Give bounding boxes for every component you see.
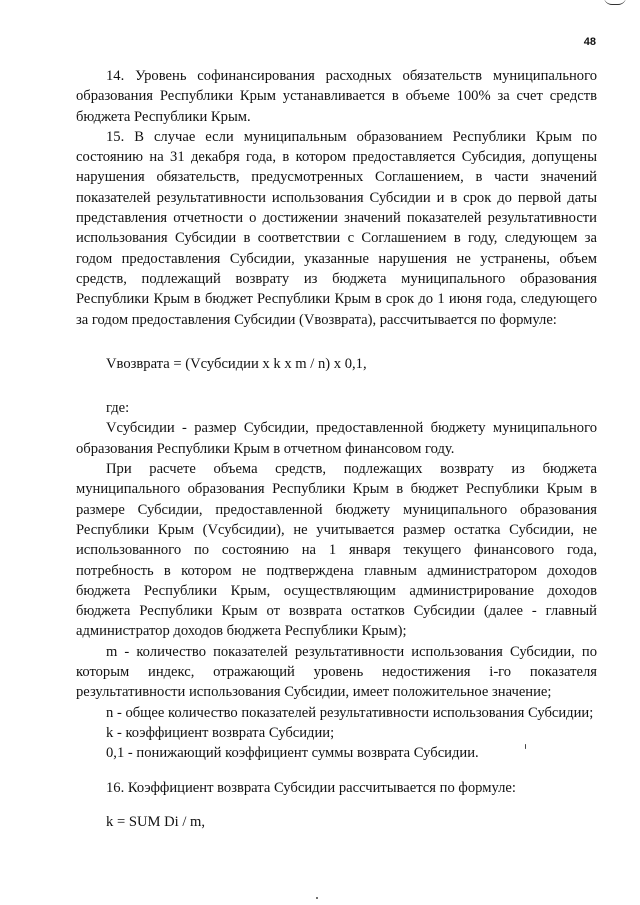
scan-speck: [316, 897, 318, 899]
definition-v-subsidy: Vсубсидии - размер Субсидии, предоставленной бюджету муниципального образования Республики Крым в отчетном финансовом году.: [76, 420, 597, 457]
formula-v-return: Vвозврата = (Vсубсидии x k x m / n) x 0,1,: [106, 355, 367, 372]
formula-k: k = SUM Di / m,: [106, 813, 206, 830]
paragraph-15: 15. В случае если муниципальным образованием Республики Крым по состоянию на 31 декабря года, в котором предоставляется Субсидия, допущены нарушения обязательств, предусмотренных Соглашением, в части значений показателей результативности использования Субсидии и в срок до первой даты представления отчетности о достижении значений показателей результативности использования Субсидии в соответствии с Соглашением в году, следующем за годом предоставления Субсидии, указанные нарушения не устранены, объем средств, подлежащий возврату из бюджета муниципального образования Республики Крым в бюджет Республики Крым в срок до 1 июня года, следующего за годом предоставления Субсидии (Vвозврата), рассчитывается по формуле:: [76, 128, 597, 328]
corner-mark: [604, 0, 626, 5]
spacer: [76, 764, 597, 778]
spacer: [76, 798, 597, 812]
definition-m: m - количество показателей результативности использования Субсидии, по которым индекс, отражающий уровень недостижения i-го показателя результативности использования Субсидии, имеет положительное значение;: [76, 643, 597, 701]
document-body: [76, 66, 597, 832]
definition-0-1: 0,1 - понижающий коэффициент суммы возврата Субсидии.: [106, 745, 479, 762]
definition-n: n - общее количество показателей результативности использования Субсидии;: [106, 704, 594, 721]
where-label: где:: [106, 400, 130, 417]
paragraph-16: 16. Коэффициент возврата Субсидии рассчитывается по формуле:: [106, 779, 516, 796]
spacer: [76, 330, 597, 354]
paragraph-14: 14. Уровень софинансирования расходных обязательств муниципального образования Республики Крым устанавливается в объеме 100% за счет средств бюджета Республики Крым.: [76, 68, 597, 125]
paragraph-calculation: При расчете объема средств, подлежащих возврату из бюджета муниципального образования Республики Крым в бюджет Республики Крым в размере Субсидии, предоставленной бюджету муниципального образования Республики Крым (Vсубсидии), не учитывается размер остатка Субсидии, не использованного по состоянию на 1 января текущего финансового года, потребность в котором не подтверждена главным администратором доходов бюджета Республики Крым, осуществляющим администрирование доходов бюджета Республики Крым от возврата остатков Субсидии (далее - главный администратор доходов бюджета Республики Крым);: [76, 461, 597, 640]
scan-speck: [525, 744, 526, 749]
spacer: [76, 374, 597, 398]
definition-k: k - коэффициент возврата Субсидии;: [106, 724, 335, 741]
page-number: 48: [583, 36, 596, 48]
